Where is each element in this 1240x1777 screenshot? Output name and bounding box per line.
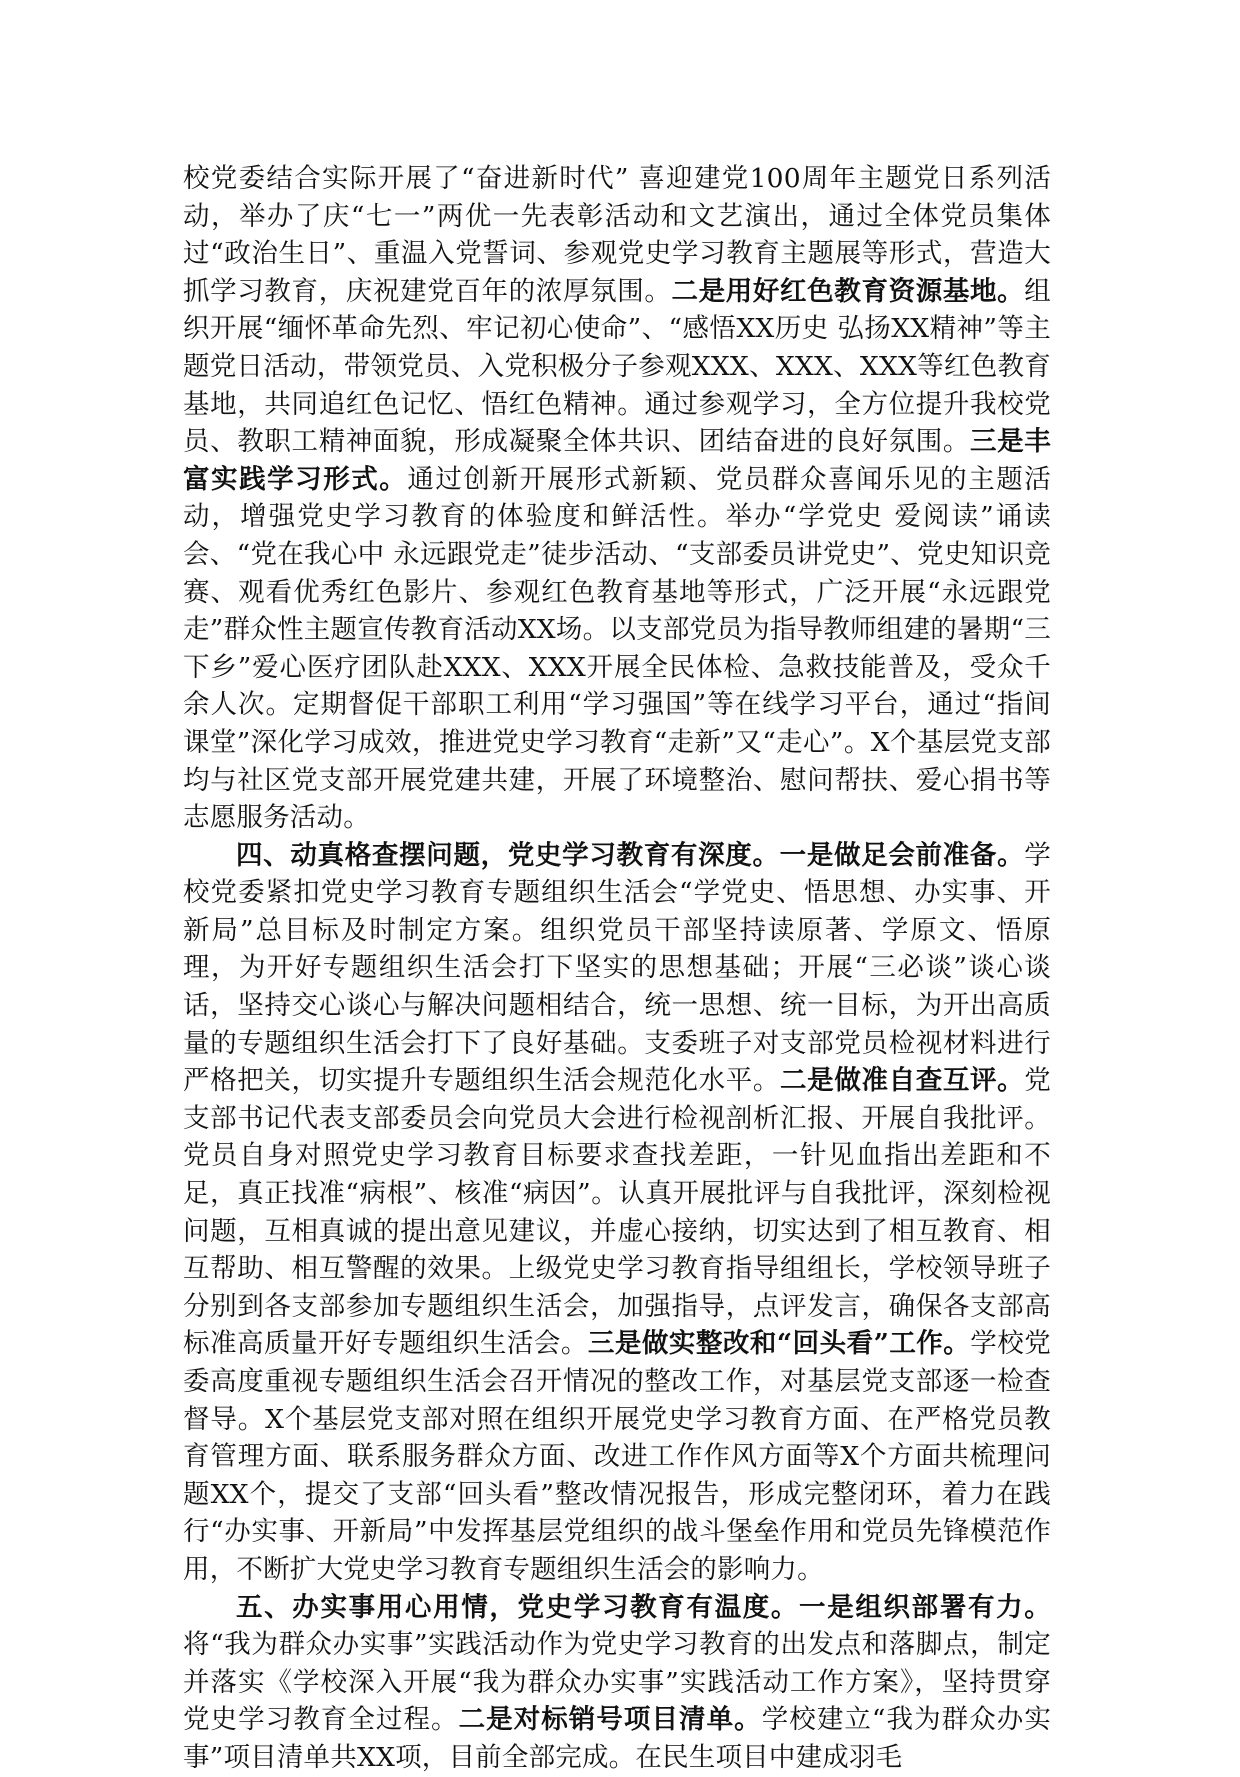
- paragraph-1: [183, 160, 1051, 837]
- text-run: 校党委结合实际开展了“奋进新时代” 喜迎建党100周年主题党日系列活动，举办了庆“七一”两优一先表彰活动和文艺演出，通过全体党员集体过“政治生日”、重温入党誓词、参观党史学习教育主题展等形式，营造大抓学习教育，庆祝建党百年的浓厚氛围。: [183, 163, 1051, 307]
- section-heading: 五、办实事用心用情，党史学习教育有温度。一是组织部署有力。: [236, 1591, 1051, 1623]
- text-run: 学校党委高度重视专题组织生活会召开情况的整改工作，对基层党支部逐一检查督导。X个基层党支部对照在组织开展党史学习教育方面、在严格党员教育管理方面、联系服务群众方面、改进工作作风方面等X个方面共梳理问题XX个，提交了支部“回头看”整改情况报告，形成完整闭环，着力在践行“办实事、开新局”中发挥基层党组织的战斗堡垒作用和党员先锋模范作用，不断扩大党史学习教育专题组织生活会的影响力。: [183, 1328, 1051, 1585]
- document-page: [183, 160, 1051, 1777]
- bold-run: 三是丰富实践学习形式。: [183, 426, 1051, 495]
- text-run: 党支部书记代表支部委员会向党员大会进行检视剖析汇报、开展自我批评。党员自身对照党史学习教育目标要求查找差距，一针见血指出差距和不足，真正找准“病根”、核准“病因”。认真开展批评与自我批评，深刻检视问题，互相真诚的提出意见建议，并虚心接纳，切实达到了相互教育、相互帮助、相互警醒的效果。上级党史学习教育指导组组长，学校领导班子分别到各支部参加专题组织生活会，加强指导，点评发言，确保各支部高标准高质量开好专题组织生活会。: [183, 1065, 1051, 1360]
- paragraph-section-5: [183, 1589, 1051, 1777]
- section-heading: 四、动真格查摆问题，党史学习教育有深度。一是做足会前准备。: [236, 839, 1025, 871]
- text-run: 学校党委紧扣党史学习教育专题组织生活会“学党史、悟思想、办实事、开新局”总目标及时制定方案。组织党员干部坚持读原著、学原文、悟原理，为开好专题组织生活会打下坚实的思想基础；开展“三必谈”谈心谈话，坚持交心谈心与解决问题相结合，统一思想、统一目标，为开出高质量的专题组织生活会打下了良好基础。支委班子对支部党员检视材料进行严格把关，切实提升专题组织生活会规范化水平。: [183, 839, 1051, 1097]
- bold-run: 三是做实整改和“回头看”工作。: [587, 1328, 971, 1360]
- text-run: 将“我为群众办实事”实践活动作为党史学习教育的出发点和落脚点，制定并落实《学校深入开展“我为群众办实事”实践活动工作方案》，坚持贯穿党史学习教育全过程。: [183, 1629, 1051, 1736]
- bold-run: 二是做准自查互评。: [780, 1065, 1025, 1097]
- text-run: 组织开展“缅怀革命先烈、牢记初心使命”、“感悟XX历史 弘扬XX精神”等主题党日活动，带领党员、入党积极分子参观XXX、XXX、XXX等红色教育基地，共同追红色记忆、悟红色精神。通过参观学习，全方位提升我校党员、教职工精神面貌，形成凝聚全体共识、团结奋进的良好氛围。: [183, 275, 1051, 458]
- bold-run: 二是对标销号项目清单。: [458, 1704, 762, 1736]
- bold-run: 二是用好红色教育资源基地。: [671, 275, 1025, 307]
- paragraph-section-4: [183, 837, 1051, 1589]
- text-run: 通过创新开展形式新颖、党员群众喜闻乐见的主题活动，增强党史学习教育的体验度和鲜活性。举办“学党史 爱阅读”诵读会、“党在我心中 永远跟党走”徒步活动、“支部委员讲党史”、党史知识竞赛、观看优秀红色影片、参观红色教育基地等形式，广泛开展“永远跟党走”群众性主题宣传教育活动XX场。以支部党员为指导教师组建的暑期“三下乡”爱心医疗团队赴XXX、XXX开展全民体检、急救技能普及，受众千余人次。定期督促干部职工利用“学习强国”等在线学习平台，通过“指间课堂”深化学习成效，推进党史学习教育“走新”又“走心”。X个基层党支部均与社区党支部开展党建共建，开展了环境整治、慰问帮扶、爱心捐书等志愿服务活动。: [183, 463, 1051, 834]
- text-run: 学校建立“我为群众办实事”项目清单共XX项，目前全部完成。在民生项目中建成羽毛: [183, 1704, 1052, 1773]
